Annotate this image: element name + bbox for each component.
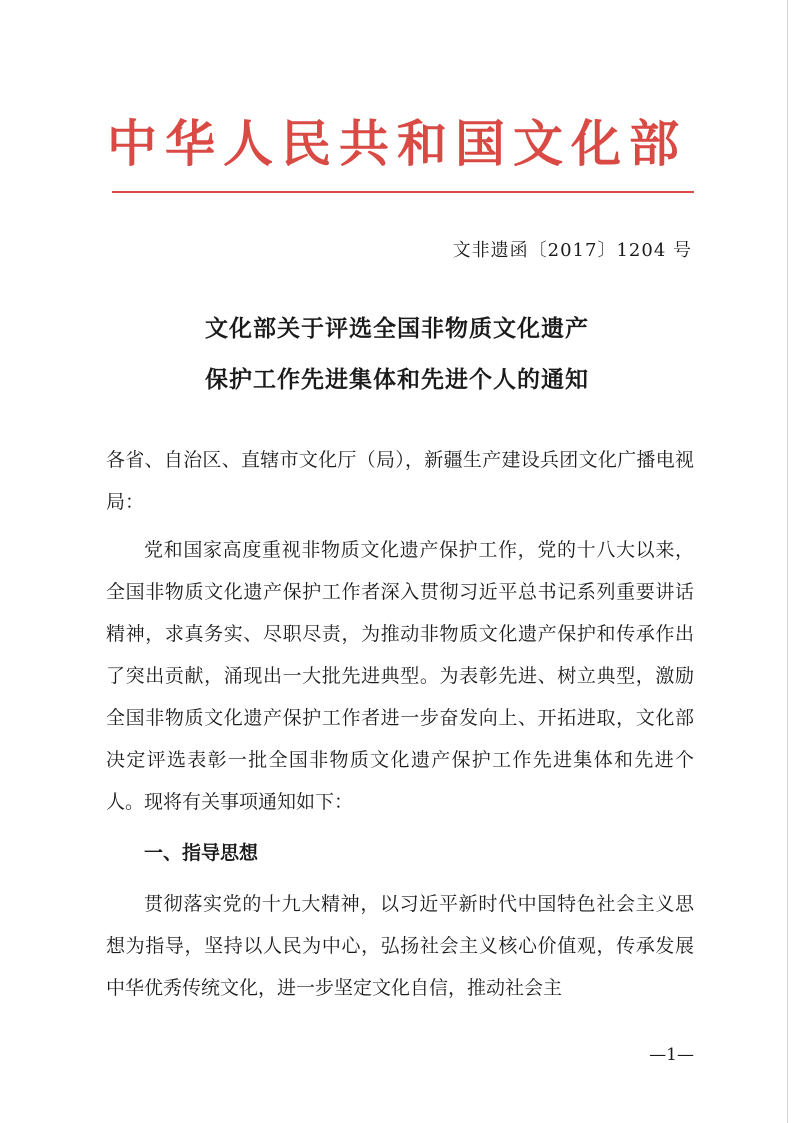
intro-paragraph: 党和国家高度重视非物质文化遗产保护工作，党的十八大以来，全国非物质文化遗产保护工作者深入贯彻习近平总书记系列重要讲话精神，求真务实、尽职尽责，为推动非物质文化遗产保护和传承作出了突出贡献，涌现出一大批先进典型。为表彰先进、树立典型，激励全国非物质文化遗产保护工作者进一步奋发向上、开拓进取，文化部决定评选表彰一批全国非物质文化遗产保护工作先进集体和先进个人。现将有关事项通知如下： [106,539,694,813]
guiding-ideology-paragraph: 贯彻落实党的十九大精神，以习近平新时代中国特色社会主义思想为指导，坚持以人民为中心，弘扬社会主义核心价值观，传承发展中华优秀传统文化，进一步坚定文化自信，推动社会主 [106,893,694,999]
scan-edge-line [787,0,788,1123]
notice-title-line-1: 文化部关于评选全国非物质文化遗产 [205,316,589,342]
issuer-masthead: 中华人民共和国文化部 [107,115,687,173]
section-heading-guiding-ideology: 一、指导思想 [144,842,259,864]
red-header-rule [112,191,694,193]
page-number: —1— [649,1045,694,1065]
salutation: 各省、自治区、直辖市文化厅（局），新疆生产建设兵团文化广播电视局： [106,449,694,513]
document-number: 文非遗函〔2017〕1204 号 [452,240,692,261]
notice-title-line-2: 保护工作先进集体和先进个人的通知 [205,367,589,393]
